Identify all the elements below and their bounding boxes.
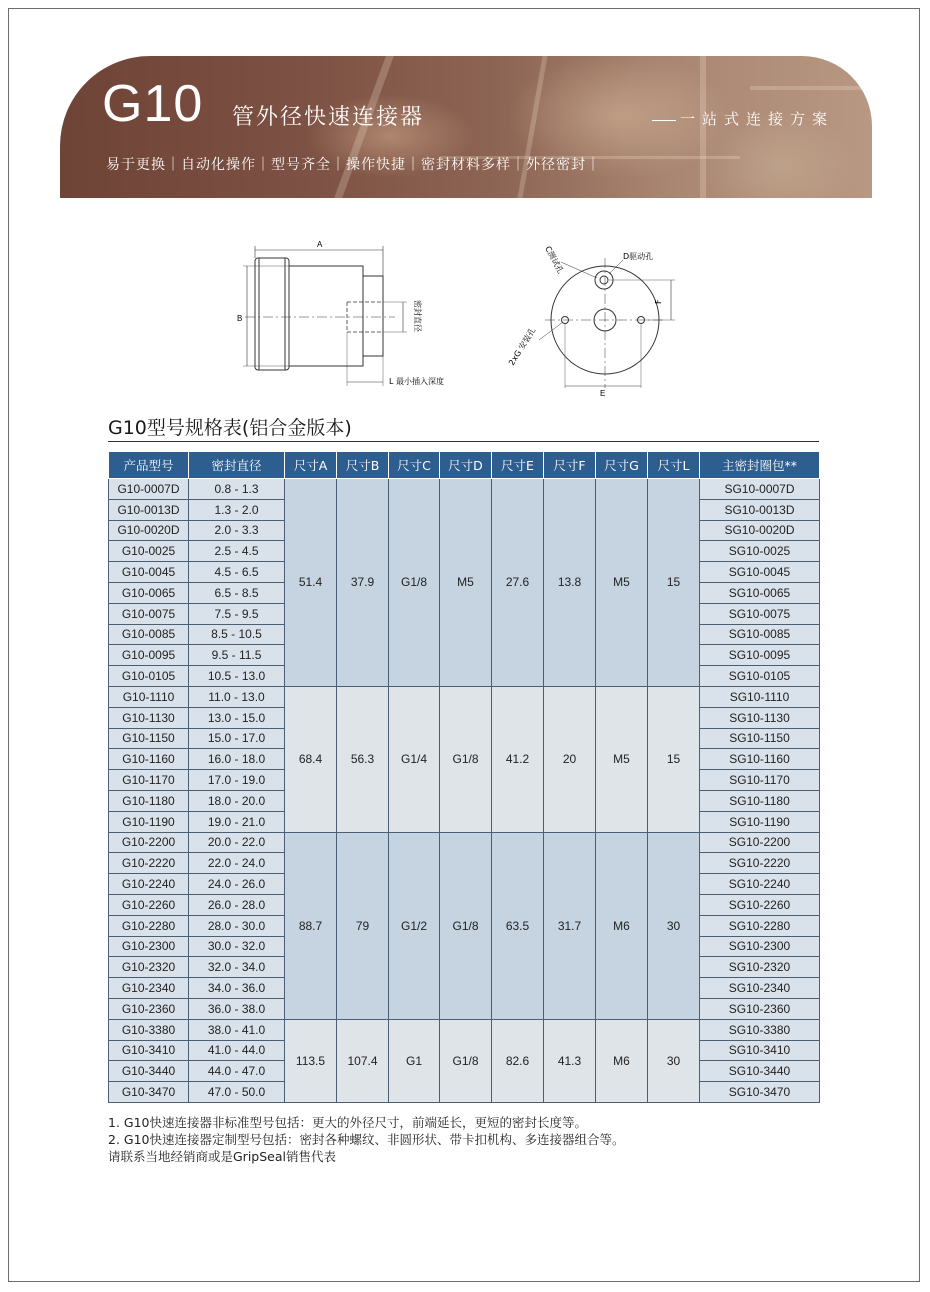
- seal-diameter-cell: 17.0 - 19.0: [189, 770, 285, 791]
- dimension-a-cell: 113.5: [285, 1019, 337, 1102]
- dimension-l-cell: 30: [648, 1019, 700, 1102]
- seal-diameter-cell: 24.0 - 26.0: [189, 874, 285, 895]
- column-header: 尺寸D: [440, 452, 492, 479]
- feature-list: 易于更换｜自动化操作｜型号齐全｜操作快捷｜密封材料多样｜外径密封｜: [106, 157, 601, 173]
- dimension-g-cell: M5: [596, 479, 648, 687]
- seal-diameter-cell: 11.0 - 13.0: [189, 686, 285, 707]
- dim-L-label: L 最小插入深度: [389, 377, 444, 386]
- seal-diameter-cell: 19.0 - 21.0: [189, 811, 285, 832]
- seal-diameter-cell: 4.5 - 6.5: [189, 562, 285, 583]
- seal-diameter-cell: 26.0 - 28.0: [189, 894, 285, 915]
- dimension-c-cell: G1: [389, 1019, 440, 1102]
- seal-pack-cell: SG10-2320: [700, 957, 820, 978]
- seal-pack-cell: SG10-0065: [700, 582, 820, 603]
- dimension-e-cell: 27.6: [492, 479, 544, 687]
- table-header-row: [109, 452, 820, 479]
- model-cell: G10-0007D: [109, 479, 189, 500]
- column-header: 尺寸C: [389, 452, 440, 479]
- model-cell: G10-0025: [109, 541, 189, 562]
- header-banner: [60, 56, 872, 198]
- seal-diameter-cell: 10.5 - 13.0: [189, 666, 285, 687]
- dimension-d-cell: G1/8: [440, 1019, 492, 1102]
- seal-pack-cell: SG10-1190: [700, 811, 820, 832]
- seal-pack-cell: SG10-1170: [700, 770, 820, 791]
- note-1: 1. G10快速连接器非标准型号包括：更大的外径尺寸，前端延长，更短的密封长度等。: [108, 1115, 587, 1130]
- seal-diameter-cell: 6.5 - 8.5: [189, 582, 285, 603]
- seal-pack-cell: SG10-3380: [700, 1019, 820, 1040]
- seal-pack-cell: SG10-1130: [700, 707, 820, 728]
- dim-F-label: F: [654, 299, 663, 304]
- dim-E-label: E: [600, 389, 606, 398]
- model-cell: G10-3440: [109, 1061, 189, 1082]
- model-cell: G10-0013D: [109, 499, 189, 520]
- seal-pack-cell: SG10-0085: [700, 624, 820, 645]
- model-cell: G10-0045: [109, 562, 189, 583]
- title-underline: [108, 441, 819, 442]
- seal-diameter-cell: 44.0 - 47.0: [189, 1061, 285, 1082]
- seal-diameter-cell: 18.0 - 20.0: [189, 790, 285, 811]
- dimension-f-cell: 13.8: [544, 479, 596, 687]
- seal-diameter-cell: 2.0 - 3.3: [189, 520, 285, 541]
- seal-diameter-cell: 15.0 - 17.0: [189, 728, 285, 749]
- model-cell: G10-0065: [109, 582, 189, 603]
- dimension-f-cell: 20: [544, 686, 596, 832]
- dimension-a-cell: 88.7: [285, 832, 337, 1019]
- dim-B-label: B: [237, 314, 243, 323]
- dimension-g-cell: M5: [596, 686, 648, 832]
- dimension-e-cell: 63.5: [492, 832, 544, 1019]
- seal-pack-cell: SG10-0020D: [700, 520, 820, 541]
- model-cell: G10-0105: [109, 666, 189, 687]
- seal-diameter-cell: 34.0 - 36.0: [189, 978, 285, 999]
- column-header: 产品型号: [109, 452, 189, 479]
- seal-pack-cell: SG10-2300: [700, 936, 820, 957]
- model-cell: G10-2240: [109, 874, 189, 895]
- seal-diameter-cell: 9.5 - 11.5: [189, 645, 285, 666]
- seal-diameter-cell: 16.0 - 18.0: [189, 749, 285, 770]
- dimension-g-cell: M6: [596, 1019, 648, 1102]
- column-header: 尺寸A: [285, 452, 337, 479]
- seal-pack-cell: SG10-1160: [700, 749, 820, 770]
- model-cell: G10-1160: [109, 749, 189, 770]
- dimension-a-cell: 68.4: [285, 686, 337, 832]
- slogan: 一站式连接方案: [679, 110, 834, 128]
- dimension-e-cell: 82.6: [492, 1019, 544, 1102]
- seal-pack-cell: SG10-0045: [700, 562, 820, 583]
- model-cell: G10-1170: [109, 770, 189, 791]
- model-cell: G10-2260: [109, 894, 189, 915]
- notes: [108, 1114, 625, 1165]
- seal-pack-cell: SG10-3440: [700, 1061, 820, 1082]
- seal-diameter-label: 密封直径: [413, 300, 422, 332]
- dimension-l-cell: 15: [648, 479, 700, 687]
- mount-hole-label: 2xG 安装孔: [507, 326, 538, 368]
- table-row: [109, 686, 820, 707]
- seal-pack-cell: SG10-1150: [700, 728, 820, 749]
- seal-pack-cell: SG10-2240: [700, 874, 820, 895]
- seal-diameter-cell: 38.0 - 41.0: [189, 1019, 285, 1040]
- dimension-c-cell: G1/8: [389, 479, 440, 687]
- model-cell: G10-0095: [109, 645, 189, 666]
- seal-diameter-cell: 8.5 - 10.5: [189, 624, 285, 645]
- model-cell: G10-2220: [109, 853, 189, 874]
- seal-diameter-cell: 20.0 - 22.0: [189, 832, 285, 853]
- seal-pack-cell: SG10-3410: [700, 1040, 820, 1061]
- seal-pack-cell: SG10-0075: [700, 603, 820, 624]
- model-cell: G10-1190: [109, 811, 189, 832]
- table-title: G10型号规格表(铝合金版本): [108, 417, 352, 439]
- dimension-g-cell: M6: [596, 832, 648, 1019]
- note-contact: 请联系当地经销商或是GripSeal销售代表: [108, 1149, 336, 1164]
- seal-diameter-cell: 2.5 - 4.5: [189, 541, 285, 562]
- model-cell: G10-1130: [109, 707, 189, 728]
- seal-pack-cell: SG10-2220: [700, 853, 820, 874]
- model-cell: G10-3410: [109, 1040, 189, 1061]
- seal-diameter-cell: 47.0 - 50.0: [189, 1082, 285, 1103]
- seal-diameter-cell: 7.5 - 9.5: [189, 603, 285, 624]
- seal-pack-cell: SG10-2200: [700, 832, 820, 853]
- side-view-drawing: [225, 236, 485, 396]
- seal-diameter-cell: 36.0 - 38.0: [189, 998, 285, 1019]
- seal-pack-cell: SG10-2260: [700, 894, 820, 915]
- column-header: 尺寸F: [544, 452, 596, 479]
- dimension-e-cell: 41.2: [492, 686, 544, 832]
- model-cell: G10-1150: [109, 728, 189, 749]
- model-cell: G10-0020D: [109, 520, 189, 541]
- dimension-b-cell: 79: [337, 832, 389, 1019]
- model-title: G10: [102, 75, 204, 133]
- seal-pack-cell: SG10-0007D: [700, 479, 820, 500]
- seal-pack-cell: SG10-2340: [700, 978, 820, 999]
- slogan-dash: [652, 120, 676, 121]
- seal-pack-cell: SG10-1110: [700, 686, 820, 707]
- seal-diameter-cell: 28.0 - 30.0: [189, 915, 285, 936]
- seal-diameter-cell: 22.0 - 24.0: [189, 853, 285, 874]
- seal-pack-cell: SG10-0013D: [700, 499, 820, 520]
- test-hole-label: C测试孔: [543, 244, 566, 276]
- dimension-f-cell: 31.7: [544, 832, 596, 1019]
- column-header: 尺寸L: [648, 452, 700, 479]
- column-header: 主密封圈包**: [700, 452, 820, 479]
- seal-diameter-cell: 1.3 - 2.0: [189, 499, 285, 520]
- dimension-a-cell: 51.4: [285, 479, 337, 687]
- table-row: [109, 479, 820, 500]
- model-cell: G10-2340: [109, 978, 189, 999]
- table-row: [109, 832, 820, 853]
- dimension-l-cell: 15: [648, 686, 700, 832]
- dimension-d-cell: G1/8: [440, 686, 492, 832]
- model-cell: G10-3380: [109, 1019, 189, 1040]
- column-header: 尺寸E: [492, 452, 544, 479]
- model-cell: G10-1110: [109, 686, 189, 707]
- seal-pack-cell: SG10-0095: [700, 645, 820, 666]
- model-cell: G10-1180: [109, 790, 189, 811]
- seal-diameter-cell: 0.8 - 1.3: [189, 479, 285, 500]
- dimension-l-cell: 30: [648, 832, 700, 1019]
- seal-pack-cell: SG10-2280: [700, 915, 820, 936]
- column-header: 尺寸B: [337, 452, 389, 479]
- seal-diameter-cell: 41.0 - 44.0: [189, 1040, 285, 1061]
- seal-diameter-cell: 13.0 - 15.0: [189, 707, 285, 728]
- model-cell: G10-2360: [109, 998, 189, 1019]
- seal-pack-cell: SG10-1180: [700, 790, 820, 811]
- dimension-b-cell: 107.4: [337, 1019, 389, 1102]
- dimension-d-cell: M5: [440, 479, 492, 687]
- column-header: 密封直径: [189, 452, 285, 479]
- model-cell: G10-2300: [109, 936, 189, 957]
- note-2: 2. G10快速连接器定制型号包括：密封各种螺纹、非圆形状、带卡扣机构、多连接器组合等。: [108, 1132, 625, 1147]
- seal-diameter-cell: 30.0 - 32.0: [189, 936, 285, 957]
- drive-hole-label: D驱动孔: [623, 252, 654, 261]
- model-cell: G10-2200: [109, 832, 189, 853]
- dimension-c-cell: G1/2: [389, 832, 440, 1019]
- dimension-f-cell: 41.3: [544, 1019, 596, 1102]
- seal-pack-cell: SG10-0025: [700, 541, 820, 562]
- dimension-b-cell: 37.9: [337, 479, 389, 687]
- spec-table: [108, 451, 820, 1103]
- dimension-d-cell: G1/8: [440, 832, 492, 1019]
- seal-diameter-cell: 32.0 - 34.0: [189, 957, 285, 978]
- table-row: [109, 1019, 820, 1040]
- model-cell: G10-0075: [109, 603, 189, 624]
- product-name: 管外径快速连接器: [232, 105, 425, 130]
- seal-pack-cell: SG10-0105: [700, 666, 820, 687]
- model-cell: G10-2320: [109, 957, 189, 978]
- dimension-b-cell: 56.3: [337, 686, 389, 832]
- model-cell: G10-0085: [109, 624, 189, 645]
- model-cell: G10-3470: [109, 1082, 189, 1103]
- column-header: 尺寸G: [596, 452, 648, 479]
- dimension-c-cell: G1/4: [389, 686, 440, 832]
- model-cell: G10-2280: [109, 915, 189, 936]
- dim-A-label: A: [317, 240, 323, 249]
- seal-pack-cell: SG10-2360: [700, 998, 820, 1019]
- seal-pack-cell: SG10-3470: [700, 1082, 820, 1103]
- front-view-drawing: [505, 238, 685, 398]
